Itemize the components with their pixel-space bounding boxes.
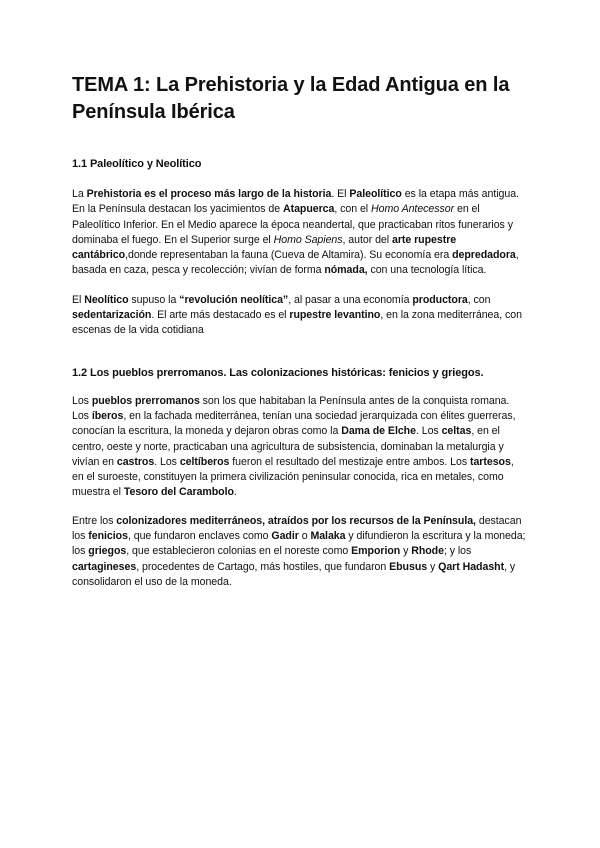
text-run: , autor del xyxy=(342,233,392,246)
text-run: Entre los xyxy=(72,514,117,527)
text-run: Los xyxy=(72,394,92,407)
bold-text: Atapuerca xyxy=(282,203,335,216)
paragraph-colonizaciones xyxy=(72,514,528,590)
bold-text: pueblos prerromanos xyxy=(91,394,200,407)
bold-text: cartagineses xyxy=(72,560,137,573)
bold-text: sedentarización xyxy=(72,309,152,322)
bold-text: Emporion xyxy=(351,545,401,558)
text-run: y xyxy=(427,560,439,573)
bold-text: depredadora xyxy=(452,249,516,262)
text-run: , en el centro, oeste y norte, practicaban una agricultura de subsistencia, dominaban la metalurgia y vivían en xyxy=(72,425,504,468)
text-run: El xyxy=(72,293,85,306)
paragraph-neolitico xyxy=(72,293,528,339)
bold-text: arte rupestre cantábrico xyxy=(72,233,457,262)
text-run: , al pasar a una economía xyxy=(288,293,413,306)
bold-text: colonizadores mediterráneos, atraídos por los recursos de la Península, xyxy=(116,514,476,527)
text-run: , que establecieron colonias en el noreste como xyxy=(126,545,352,558)
bold-text: Prehistoria es el proceso más largo de la historia xyxy=(86,188,332,200)
text-run: . xyxy=(233,486,237,499)
text-run: . Los xyxy=(415,425,442,438)
italic-text: Homo Sapiens xyxy=(273,233,343,246)
bold-text: íberos xyxy=(91,409,124,422)
text-run: La xyxy=(72,188,87,200)
bold-text: Paleolítico xyxy=(349,188,402,200)
bold-text: celtíberos xyxy=(179,455,230,468)
text-run: , y consolidaron el uso de la moneda. xyxy=(72,560,516,588)
bold-text: Dama de Elche xyxy=(341,425,416,438)
text-run: son los que habitaban la Península antes de la conquista romana. Los xyxy=(72,394,510,422)
bold-text: tartesos xyxy=(469,455,511,468)
text-run: , con xyxy=(467,293,491,306)
bold-text: nómada, xyxy=(324,264,368,277)
text-run: . El arte más destacado es el xyxy=(151,309,290,322)
text-run: ; y los xyxy=(443,545,472,558)
paragraph-pueblos-prerromanos xyxy=(72,394,528,501)
text-run: en el Paleolítico Inferior. En el Medio aparece la época neandertal, que practicaban ritos funerarios y dominaba el fuego. En el Superior surge el xyxy=(72,203,513,246)
text-run: ,donde representaban la fauna (Cueva de Altamira). Su economía era xyxy=(125,249,453,262)
bold-text: Qart Hadasht xyxy=(438,560,505,573)
text-run: con una tecnología lítica. xyxy=(367,264,487,277)
text-run: . Los xyxy=(154,455,180,468)
paragraph-paleolitico xyxy=(72,187,528,279)
bold-text: castros xyxy=(116,455,155,468)
italic-text: Homo Antecessor xyxy=(371,203,455,216)
text-run: destacan los xyxy=(72,514,522,543)
text-run: o xyxy=(298,530,311,543)
text-run: , en la zona mediterránea, con escenas de la vida cotidiana xyxy=(72,309,522,337)
section-heading-1-2: 1.2 Los pueblos prerromanos. Las colonizaciones históricas: fenicios y griegos. xyxy=(72,366,484,379)
bold-text: Ebusus xyxy=(389,560,428,573)
bold-text: griegos xyxy=(88,545,127,558)
text-run: , procedentes de Cartago, más hostiles, que fundaron xyxy=(136,560,390,573)
bold-text: productora xyxy=(412,293,468,306)
text-run: y xyxy=(400,545,412,558)
bold-text: “revolución neolítica” xyxy=(179,293,289,306)
bold-text: Malaka xyxy=(310,530,346,543)
bold-text: Neolítico xyxy=(84,293,129,306)
bold-text: rupestre levantino xyxy=(289,309,381,322)
document-title: TEMA 1: La Prehistoria y la Edad Antigua en la Península Ibérica xyxy=(72,74,510,123)
text-run: , en el suroeste, constituyen la primera civilización peninsular conocida, rica en metales, como muestra el xyxy=(72,455,514,499)
text-run: . El xyxy=(331,188,350,200)
section-heading-1-1: 1.1 Paleolítico y Neolítico xyxy=(72,158,202,170)
text-run: , basada en caza, pesca y recolección; vivían de forma xyxy=(72,249,519,277)
bold-text: Rhode xyxy=(411,545,444,558)
text-run: , que fundaron enclaves como xyxy=(127,530,272,543)
bold-text: Tesoro del Carambolo xyxy=(123,486,234,499)
text-run: y difundieron la escritura y la moneda; los xyxy=(72,530,526,558)
text-run: , con el xyxy=(334,203,372,216)
bold-text: fenicios xyxy=(88,530,128,543)
text-run: supuso la xyxy=(128,293,180,306)
text-run: fueron el resultado del mestizaje entre ambos. Los xyxy=(229,455,470,468)
bold-text: Gadir xyxy=(271,530,299,543)
text-run: es la etapa más antigua. En la Península destacan los yacimientos de xyxy=(72,188,519,216)
bold-text: celtas xyxy=(441,425,472,438)
text-run: , en la fachada mediterránea, tenían una sociedad jerarquizada con élites guerreras, conocían la escritura, la moneda y dejaron obras como la xyxy=(72,409,516,438)
